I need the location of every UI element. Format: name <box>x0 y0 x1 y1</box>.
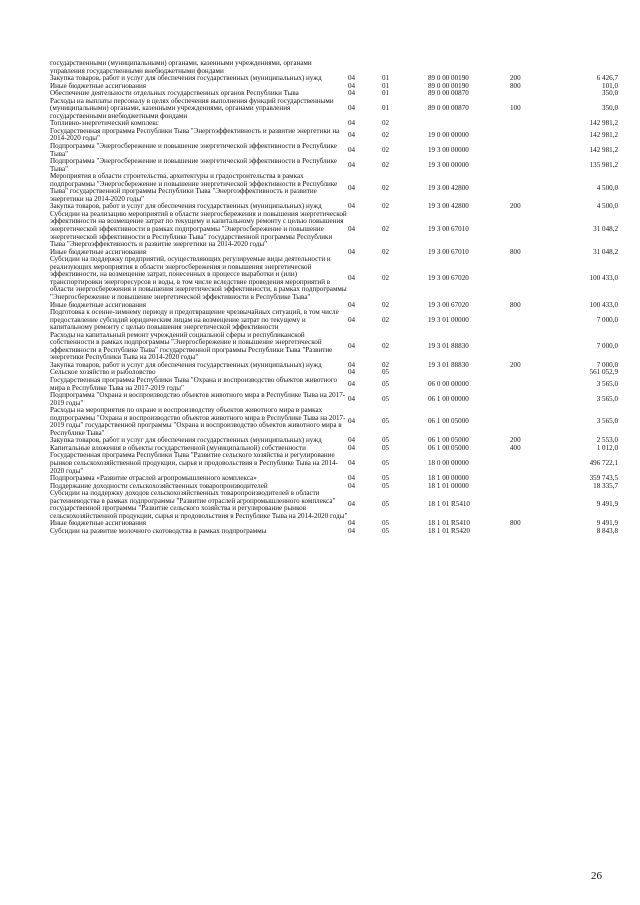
row-subsection-code: 01 <box>382 104 390 113</box>
row-target-article: 19 3 00 00000 <box>428 160 469 169</box>
row-name: государственными (муниципальными) органами, казенными учреждениями, органами управления государственными внебюджетными фондами <box>50 59 312 75</box>
row-target-article: 19 3 01 88830 <box>428 360 469 369</box>
row-target-article: 18 1 01 R5420 <box>428 526 470 535</box>
row-name: Закупка товаров, работ и услуг для обеспечения государственных (муниципальных) нужд <box>50 436 322 445</box>
row-subsection-code: 05 <box>382 436 390 445</box>
row-name: Расходы на мероприятия по охране и воспроизводству объектов животного мира в рамках подпрограммы "Охрана и воспроизводство объектов животного мира в Республике Тыва на 2017-2019 годы" государственной программы "Охрана и воспроизводство объектов животного мира в Республике Тыва" <box>50 406 346 437</box>
row-target-article: 19 3 00 42800 <box>428 202 469 211</box>
row-section-code: 04 <box>348 81 356 90</box>
row-amount: 100 433,0 <box>589 300 618 309</box>
row-target-article: 19 3 00 67020 <box>428 274 469 283</box>
row-target-article: 19 3 00 67020 <box>428 300 469 309</box>
row-target-article: 06 1 00 00000 <box>428 394 469 403</box>
table-row <box>50 377 618 392</box>
row-expense-type <box>510 143 550 158</box>
row-section-code: 04 <box>348 145 356 154</box>
row-name: Подпрограмма "Охрана и воспроизводство объектов животного мира в Республике Тыва на 2017-2019 годы" <box>50 391 346 407</box>
row-amount: 100 433,0 <box>589 274 618 283</box>
row-section-code: 04 <box>348 379 356 388</box>
row-target-article: 18 1 00 00000 <box>428 474 469 483</box>
row-section-code: 04 <box>348 519 356 528</box>
row-name: Обеспечение деятельности отдельных государственных органов Республики Тыва <box>50 89 299 98</box>
table-row <box>50 60 618 75</box>
row-target-article: 19 3 00 00000 <box>428 145 469 154</box>
row-section-code: 04 <box>348 417 356 426</box>
row-section-code: 04 <box>348 160 356 169</box>
row-amount: 9 491,9 <box>596 519 618 528</box>
row-target-article <box>428 369 510 377</box>
row-subsection-code: 02 <box>382 360 390 369</box>
row-subsection-code: 05 <box>382 458 390 467</box>
row-expense-type: 200 <box>510 74 521 83</box>
row-section-code: 04 <box>348 183 356 192</box>
row-section-code: 04 <box>348 360 356 369</box>
row-name: Капитальные вложения в объекты государственной (муниципальной) собственности <box>50 443 306 452</box>
row-expense-type <box>510 128 550 143</box>
row-amount: 3 565,0 <box>596 379 618 388</box>
row-amount: 350,0 <box>602 104 618 113</box>
row-amount: 1 012,0 <box>596 443 618 452</box>
row-subsection-code: 02 <box>382 145 390 154</box>
table-row <box>50 143 618 158</box>
table-row <box>50 211 618 249</box>
row-subsection-code: 01 <box>382 89 390 98</box>
row-name: Иные бюджетные ассигнования <box>50 247 147 256</box>
row-subsection-code: 05 <box>382 526 390 535</box>
row-target-article: 19 3 00 67010 <box>428 225 469 234</box>
row-target-article: 18 1 01 00000 <box>428 481 469 490</box>
row-expense-type: 200 <box>510 436 521 445</box>
row-name: Топливно-энергетический комплекс <box>50 119 159 128</box>
row-section-code: 04 <box>348 481 356 490</box>
row-target-article: 06 1 00 05000 <box>428 417 469 426</box>
row-subsection-code: 05 <box>382 443 390 452</box>
row-subsection-code: 02 <box>382 130 390 139</box>
row-subsection-code: 05 <box>382 500 390 509</box>
row-expense-type <box>510 120 550 128</box>
row-section-code: 04 <box>348 202 356 211</box>
row-subsection-code: 01 <box>382 74 390 83</box>
row-expense-type: 200 <box>510 202 521 211</box>
row-amount: 496 722,1 <box>589 458 618 467</box>
row-section-code: 04 <box>348 300 356 309</box>
row-target-article: 18 1 01 R5410 <box>428 500 470 509</box>
row-subsection-code: 02 <box>382 315 390 324</box>
row-expense-type <box>510 369 550 377</box>
row-target-article: 19 3 01 00000 <box>428 315 469 324</box>
row-section-code: 04 <box>348 443 356 452</box>
row-expense-type: 100 <box>510 104 521 113</box>
row-amount: 8 843,8 <box>596 526 618 535</box>
row-expense-type <box>510 60 550 75</box>
row-subsection-code: 05 <box>382 474 390 483</box>
row-expense-type <box>510 392 550 407</box>
row-subsection-code: 01 <box>382 81 390 90</box>
row-target-article: 06 1 00 05000 <box>428 443 469 452</box>
row-subsection-code: 02 <box>382 274 390 283</box>
row-amount: 4 500,0 <box>596 202 618 211</box>
row-subsection-code: 02 <box>382 183 390 192</box>
row-expense-type <box>510 211 550 249</box>
table-row <box>50 392 618 407</box>
table-row <box>50 452 618 475</box>
row-amount: 3 565,0 <box>596 394 618 403</box>
row-name: Расходы на капитальный ремонт учреждений социальной сферы и республиканской собственности в рамках подпрограммы "Энергосбережение и повышение энергетической эффективности в Республике Тыва" государственной программы Республики Тыва "Развитие энергетики Республики Тыва на 2014-2020 годы" <box>50 330 333 362</box>
table-row <box>50 128 618 143</box>
row-amount: 31 048,2 <box>593 225 618 234</box>
row-expense-type <box>510 528 550 536</box>
row-expense-type: 800 <box>510 247 521 256</box>
row-name: Государственная программа Республики Тыва "Развитие сельского хозяйства и регулирование рынков сельскохозяйственной продукции, сырья и продовольствия в Республике Тыва на 2014-2020 годы" <box>50 451 338 475</box>
row-section-code: 04 <box>348 458 356 467</box>
row-subsection-code: 05 <box>382 519 390 528</box>
row-target-article: 06 1 00 05000 <box>428 436 469 445</box>
row-target-article: 89 0 00 00190 <box>428 81 469 90</box>
table-row <box>50 490 618 520</box>
row-name: Поддержание доходности сельскохозяйственных товаропроизводителей <box>50 481 268 490</box>
row-subsection-code: 02 <box>382 225 390 234</box>
row-name: Закупка товаров, работ и услуг для обеспечения государственных (муниципальных) нужд <box>50 74 322 83</box>
row-subsection-code <box>382 60 428 75</box>
row-target-article: 89 0 00 00190 <box>428 74 469 83</box>
row-target-article: 19 3 01 88830 <box>428 342 469 350</box>
row-section-code <box>348 60 382 75</box>
row-expense-type: 400 <box>510 443 521 452</box>
table-row <box>50 98 618 121</box>
row-amount: 142 981,2 <box>589 119 618 128</box>
row-section-code: 04 <box>348 119 356 128</box>
row-section-code: 04 <box>348 436 356 445</box>
row-amount: 3 565,0 <box>596 417 618 426</box>
row-amount: 561 052,9 <box>589 368 618 377</box>
row-expense-type <box>510 377 550 392</box>
row-name: Государственная программа Республики Тыва "Энергоэффективность и развитие энергетики на 2014-2020 годы" <box>50 126 340 143</box>
row-section-code: 04 <box>348 104 356 113</box>
table-row <box>50 256 618 301</box>
row-amount: 350,0 <box>602 89 618 98</box>
page-number: 26 <box>591 870 602 882</box>
row-target-article: 19 0 00 00000 <box>428 130 469 139</box>
row-subsection-code: 02 <box>382 202 390 211</box>
row-target-article: 19 3 00 42800 <box>428 183 469 192</box>
row-name: Закупка товаров, работ и услуг для обеспечения государственных (муниципальных) нужд <box>50 202 322 211</box>
table-row <box>50 158 618 173</box>
row-subsection-code: 05 <box>382 481 390 490</box>
row-subsection-code: 02 <box>382 119 390 128</box>
row-amount: 7 000,0 <box>596 360 618 369</box>
budget-table-body <box>50 60 618 535</box>
row-amount: 359 743,5 <box>589 474 618 483</box>
row-amount: 18 335,7 <box>593 481 618 490</box>
row-name: Субсидии на поддержку предприятий, осуществляющих регулируемые виды деятельности и реализующих мероприятия в области энергосбережения и повышения энергетической эффективности, на возмещение затрат, понесенных в процессе выработки и (или) транспортировки энергоресурсов и воды, в том числе вследствие проведения мероприятий в области энергосбережения и повышения энергетической эффективности, в рамках подпрограммы "Энергосбережение и повышение энергетической эффективности в Республике Тыва" <box>50 255 347 301</box>
row-amount: 135 981,2 <box>589 160 618 169</box>
row-target-article <box>428 60 510 75</box>
row-expense-type: 800 <box>510 81 521 90</box>
row-name: Подпрограмма "Энергосбережение и повышение энергетической эффективности в Республике Тыва" <box>50 142 337 158</box>
row-amount: 31 048,2 <box>593 247 618 256</box>
row-subsection-code: 05 <box>382 394 390 403</box>
row-subsection-code: 02 <box>382 247 390 256</box>
row-target-article: 18 1 01 R5410 <box>428 519 470 528</box>
row-name: Иные бюджетные ассигнования <box>50 81 147 90</box>
row-expense-type <box>510 332 550 362</box>
row-expense-type <box>510 483 550 491</box>
row-subsection-code: 02 <box>382 300 390 309</box>
row-amount <box>550 60 618 75</box>
row-section-code: 04 <box>348 500 356 509</box>
row-name: Закупка товаров, работ и услуг для обеспечения государственных (муниципальных) нужд <box>50 360 322 369</box>
row-section-code: 04 <box>348 342 356 350</box>
row-target-article: 18 0 00 00000 <box>428 458 469 467</box>
row-amount: 142 981,2 <box>589 130 618 139</box>
row-subsection-code: 02 <box>382 160 390 169</box>
row-expense-type <box>510 90 550 98</box>
row-expense-type: 800 <box>510 519 521 528</box>
row-subsection-code: 05 <box>382 368 390 377</box>
row-target-article: 89 0 00 00870 <box>428 104 469 113</box>
row-section-code: 04 <box>348 368 356 377</box>
row-name: Расходы на выплаты персоналу в целях обеспечения выполнения функций государственными (муниципальными) органами, казенными учреждениями, органами управления государственными внебюджетными фондами <box>50 96 334 120</box>
row-expense-type <box>510 309 550 332</box>
row-expense-type: 200 <box>510 360 521 369</box>
row-amount: 7 000,0 <box>596 315 618 324</box>
row-name: Субсидии на поддержку доходов сельскохозяйственных товаропроизводителей в области растениеводства в рамках подпрограммы "Развитие отраслей агропромышленного комплекса" государственной программы "Развитие сельского хозяйства и регулирование рынков сельскохозяйственной продукции, сырья и продовольствия в Республике Тыва на 2014-2020 годы" <box>50 489 348 520</box>
row-expense-type <box>510 490 550 520</box>
row-name: Субсидии на развитие молочного скотоводства в рамках подпрограммы <box>50 526 267 535</box>
row-section-code: 04 <box>348 474 356 483</box>
row-section-code: 04 <box>348 225 356 234</box>
row-section-code: 04 <box>348 394 356 403</box>
row-amount: 9 491,9 <box>596 500 618 509</box>
table-row <box>50 332 618 362</box>
row-name: Подпрограмма «Развитие отраслей агропромышленного комплекса» <box>50 474 257 483</box>
row-section-code: 04 <box>348 315 356 324</box>
row-expense-type <box>510 256 550 301</box>
row-section-code: 04 <box>348 247 356 256</box>
row-expense-type <box>510 173 550 203</box>
row-name: Иные бюджетные ассигнования <box>50 300 147 309</box>
row-name: Субсидии на реализацию мероприятий в области энергосбережения и повышения энергетической эффективности на возмещение затрат по текущему и капитальному ремонту с целью повышения энергетической эффективности в рамках подпрограммы "Энергосбережение и повышение энергетической эффективности в Республике Тыва" государственной программы Республики Тыва "Энергоэффективность и развитие энергетики на 2014-2020 годы" <box>50 209 347 249</box>
row-name: Иные бюджетные ассигнования <box>50 519 147 528</box>
row-subsection-code: 02 <box>382 342 390 350</box>
row-target-article <box>428 120 510 128</box>
table-row <box>50 528 618 536</box>
row-subsection-code: 05 <box>382 379 390 388</box>
row-expense-type: 800 <box>510 300 521 309</box>
row-section-code: 04 <box>348 130 356 139</box>
row-amount: 4 500,0 <box>596 183 618 192</box>
row-amount: 7 000,0 <box>596 342 618 350</box>
row-section-code: 04 <box>348 526 356 535</box>
table-row <box>50 309 618 332</box>
table-row <box>50 173 618 203</box>
row-amount: 2 553,0 <box>596 436 618 445</box>
row-target-article: 06 0 00 00000 <box>428 379 469 388</box>
row-expense-type <box>510 407 550 437</box>
row-name: Государственная программа Республики Тыва "Охрана и воспроизводство объектов животного мира в Республике Тыва на 2017-2019 годы" <box>50 375 338 392</box>
row-section-code: 04 <box>348 74 356 83</box>
row-expense-type <box>510 158 550 173</box>
row-name: Подготовка к осенне-зимнему периоду и предотвращение чрезвычайных ситуаций, в том числе предоставление субсидий юридическим лицам на возмещение затрат по текущему и капитальному ремонту с целью повышения энергетической эффективности <box>50 308 339 332</box>
row-amount: 6 426,7 <box>596 74 618 83</box>
row-name: Мероприятия в области строительства, архитектуры и градостроительства в рамках подпрограммы "Энергосбережение и повышение энергетической эффективности в Республике Тыва" государственной программы Республики Тыва "Энергоэффективность и развитие энергетики на 2014-2020 годы" <box>50 172 338 203</box>
row-amount: 142 981,2 <box>589 145 618 154</box>
budget-table <box>50 60 618 535</box>
row-subsection-code: 05 <box>382 417 390 426</box>
row-target-article: 19 3 00 67010 <box>428 247 469 256</box>
row-target-article: 89 0 00 00870 <box>428 89 469 98</box>
row-section-code: 04 <box>348 89 356 98</box>
row-expense-type <box>510 475 550 483</box>
row-name: Сельское хозяйство и рыболовство <box>50 368 156 377</box>
row-section-code: 04 <box>348 274 356 283</box>
row-expense-type <box>510 452 550 475</box>
row-name: Подпрограмма "Энергосбережение и повышение энергетической эффективности в Республике Тыва" <box>50 157 337 173</box>
table-row <box>50 407 618 437</box>
row-amount: 101,0 <box>602 81 618 90</box>
